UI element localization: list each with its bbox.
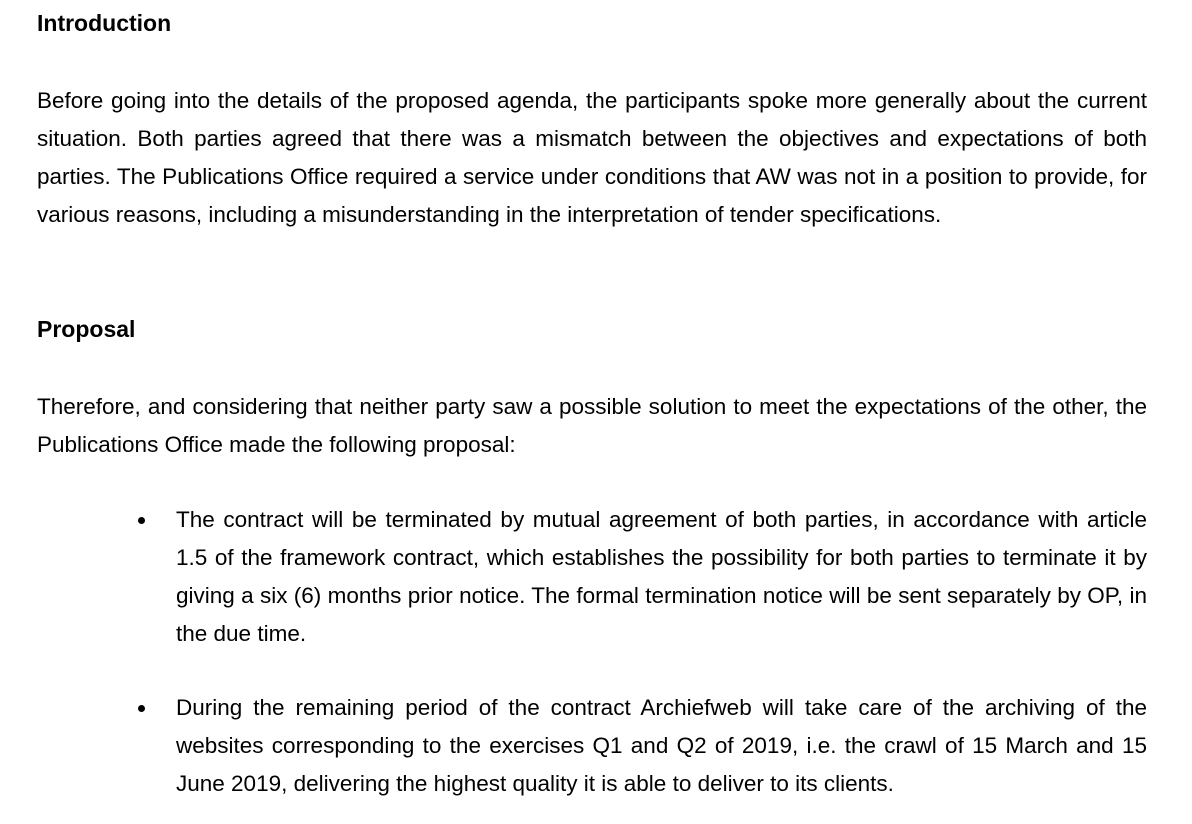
section-heading-proposal: Proposal <box>37 316 136 342</box>
bullet-text: During the remaining period of the contract Archiefweb will take care of the archiving of the websites corresponding to the exercises Q1 and Q2 of 2019, i.e. the crawl of 15 March and 15 June 2019, delivering the highest quality it is able to deliver to its clients. <box>176 695 1147 796</box>
introduction-paragraph: Before going into the details of the proposed agenda, the participants spoke more generally about the current situation. Both parties agreed that there was a mismatch between the objectives and expectations of both parties. The Publications Office required a service under conditions that AW was not in a position to provide, for various reasons, including a misunderstanding in the interpretation of tender specifications. <box>37 88 1147 227</box>
bullet-point-icon <box>138 517 145 524</box>
bullet-point-icon <box>138 705 145 712</box>
bullet-text: The contract will be terminated by mutual agreement of both parties, in accordance with article 1.5 of the framework contract, which establishes the possibility for both parties to terminate it by giving a six (6) months prior notice. The formal termination notice will be sent separately by OP, in the due time. <box>176 507 1147 646</box>
section-heading-introduction: Introduction <box>37 10 172 36</box>
proposal-paragraph: Therefore, and considering that neither party saw a possible solution to meet the expectations of the other, the Publications Office made the following proposal: <box>37 394 1147 457</box>
